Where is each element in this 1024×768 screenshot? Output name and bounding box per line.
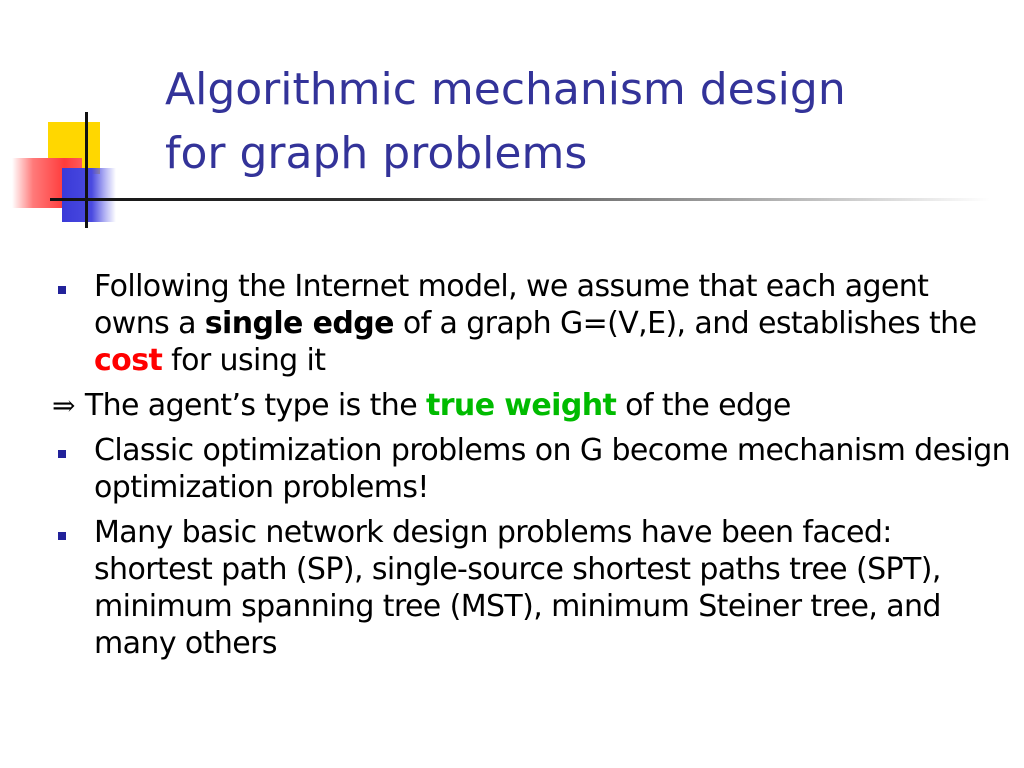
bullet-item-1 xyxy=(52,268,1012,379)
square-bullet-icon xyxy=(58,286,66,294)
item-4-text: Many basic network design problems have been faced: shortest path (SP), single-source shortest paths tree (SPT), minimum spanning tree (MST), minimum Steiner tree, and many others xyxy=(94,515,941,661)
vertical-rule xyxy=(85,112,88,228)
square-bullet-icon xyxy=(58,450,66,458)
item-1-emphasis-cost: cost xyxy=(94,343,163,378)
item-2-text-a: The agent’s type is the xyxy=(84,388,426,423)
title-line-2: for graph problems xyxy=(165,128,588,179)
item-3-text: Classic optimization problems on G become mechanism design optimization problems! xyxy=(94,433,1011,505)
item-1-text-c: for using it xyxy=(162,343,326,378)
slide-title xyxy=(165,58,1005,186)
square-bullet-icon xyxy=(58,532,66,540)
item-1-text-b: of a graph G=(V,E), and establishes the xyxy=(393,306,977,341)
implication-item xyxy=(52,387,1012,424)
title-underline xyxy=(50,198,990,201)
item-2-text-b: of the edge xyxy=(616,388,791,423)
implies-arrow-icon: ⇒ xyxy=(52,389,75,422)
title-line-1: Algorithmic mechanism design xyxy=(165,64,846,115)
item-1-text-a: Following the Internet model, we assume that each agent owns a xyxy=(94,269,929,341)
item-2-emphasis-true-weight: true weight xyxy=(426,388,617,423)
bullet-item-4 xyxy=(52,514,1012,662)
slide-body xyxy=(52,268,1012,670)
bullet-item-3 xyxy=(52,432,1012,506)
blue-square xyxy=(62,168,116,222)
item-1-emphasis-single-edge: single edge xyxy=(204,306,394,341)
